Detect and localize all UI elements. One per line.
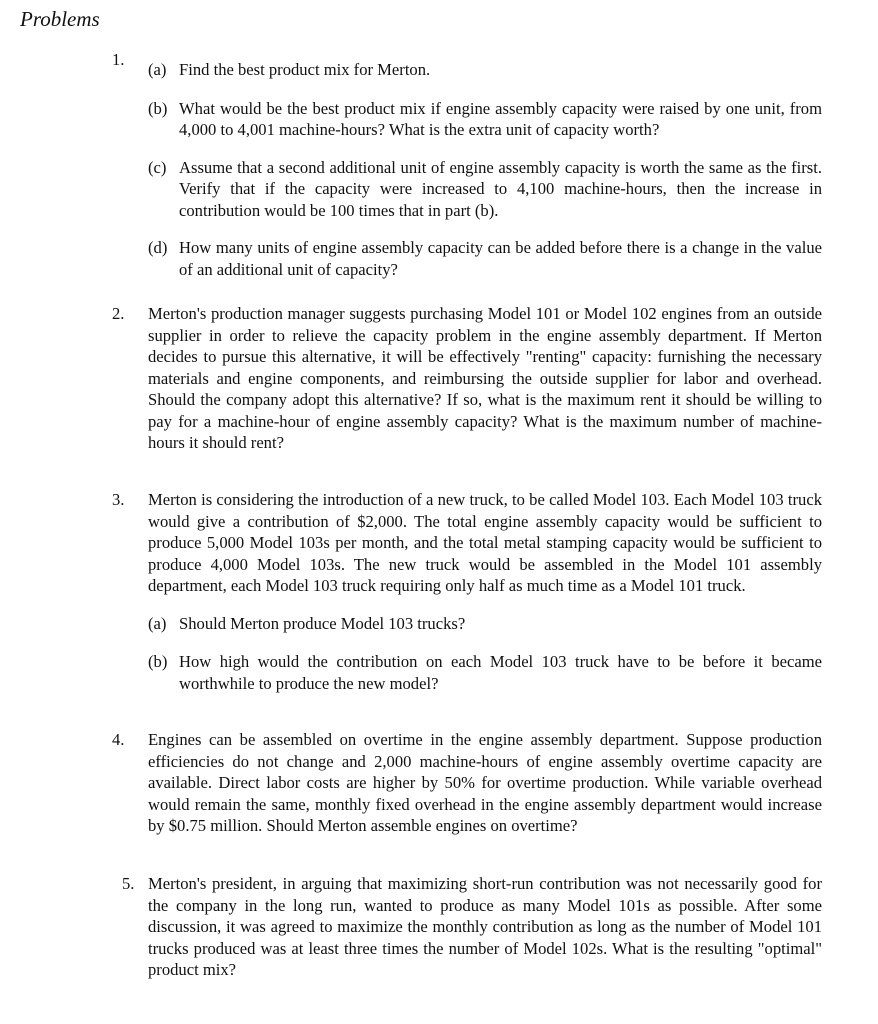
problem-number: 1. [112, 50, 125, 69]
problem-number: 4. [112, 730, 125, 749]
part-label: (c) [148, 157, 167, 177]
part-label: (a) [148, 613, 167, 633]
problem-text: Merton's production manager suggests purchasing Model 101 or Model 102 engines from an outside supplier in order to relieve the capacity problem in the engine assembly department. If Merton decides to pursue this alternative, it will be effectively "renting" capacity: furnishing the necessary materials and engine components, and reimbursing the outside supplier for labor and overhead. Should the company adopt this alternative? If so, what is the maximum rent it should be willing to pay for a machine-hour of engine assembly capacity? What is the maximum number of machine-hours it should rent? [148, 304, 822, 452]
part-text: Should Merton produce Model 103 trucks? [179, 613, 466, 633]
problem-3-part-b [148, 651, 822, 694]
part-text: What would be the best product mix if engine assembly capacity were raised by one unit, from 4,000 to 4,001 machine-hours? What is the extra unit of capacity worth? [179, 98, 822, 139]
part-label: (b) [148, 652, 168, 671]
section-heading: Problems [20, 7, 100, 31]
problem-1-part-b [148, 98, 822, 141]
part-label: (d) [148, 238, 168, 257]
problem-1-part-a [148, 59, 822, 81]
problem-4 [112, 729, 822, 837]
part-text: Find the best product mix for Merton. [179, 60, 431, 79]
part-text: How high would the contribution on each Model 103 truck have to be before it became worthwhile to produce the new model? [179, 652, 822, 693]
problem-text: Merton's president, in arguing that maximizing short-run contribution was not necessarily good for the company in the long run, wanted to produce as many Model 101s as possible. After some discussion, it was agreed to maximize the monthly contribution as long as the number of Model 101 trucks produced was at least three times the number of Model 102s. What is the resulting "optimal" product mix? [148, 874, 822, 979]
problem-1 [112, 49, 822, 280]
problem-text: Merton is considering the introduction of a new truck, to be called Model 103. Each Model 103 truck would give a contribution of $2,000. The total engine assembly capacity would be sufficient to produce 5,000 Model 103s per month, and the total metal stamping capacity would be sufficient to produce 4,000 Model 103s. The new truck would be assembled in the Model 101 assembly department, each Model 103 truck requiring only half as much time as a Model 101 truck. [148, 490, 822, 595]
part-label: (a) [148, 60, 167, 79]
problem-text: Engines can be assembled on overtime in the engine assembly department. Suppose production efficiencies do not change and 2,000 machine-hours of engine assembly overtime capacity are available. Direct labor costs are higher by 50% for overtime production. While variable overhead would remain the same, monthly fixed overhead in the engine assembly department would increase by $0.75 million. Should Merton assemble engines on overtime? [148, 730, 822, 835]
problem-3-part-a [148, 613, 822, 635]
problem-2 [112, 303, 822, 454]
problem-1-part-d [148, 237, 822, 280]
problem-1-part-c [148, 157, 822, 222]
problem-3 [112, 489, 822, 694]
problem-5 [112, 873, 822, 981]
problem-number: 3. [112, 490, 125, 509]
part-label: (b) [148, 98, 168, 118]
problem-number: 5. [122, 874, 135, 893]
part-text: How many units of engine assembly capacity can be added before there is a change in the value of an additional unit of capacity? [179, 238, 822, 279]
part-text: Assume that a second additional unit of engine assembly capacity is worth the same as the first. Verify that if the capacity were increased to 4,100 machine-hours, then the increase in contribution would be 100 times that in part (b). [179, 157, 822, 220]
problem-number: 2. [112, 304, 125, 323]
